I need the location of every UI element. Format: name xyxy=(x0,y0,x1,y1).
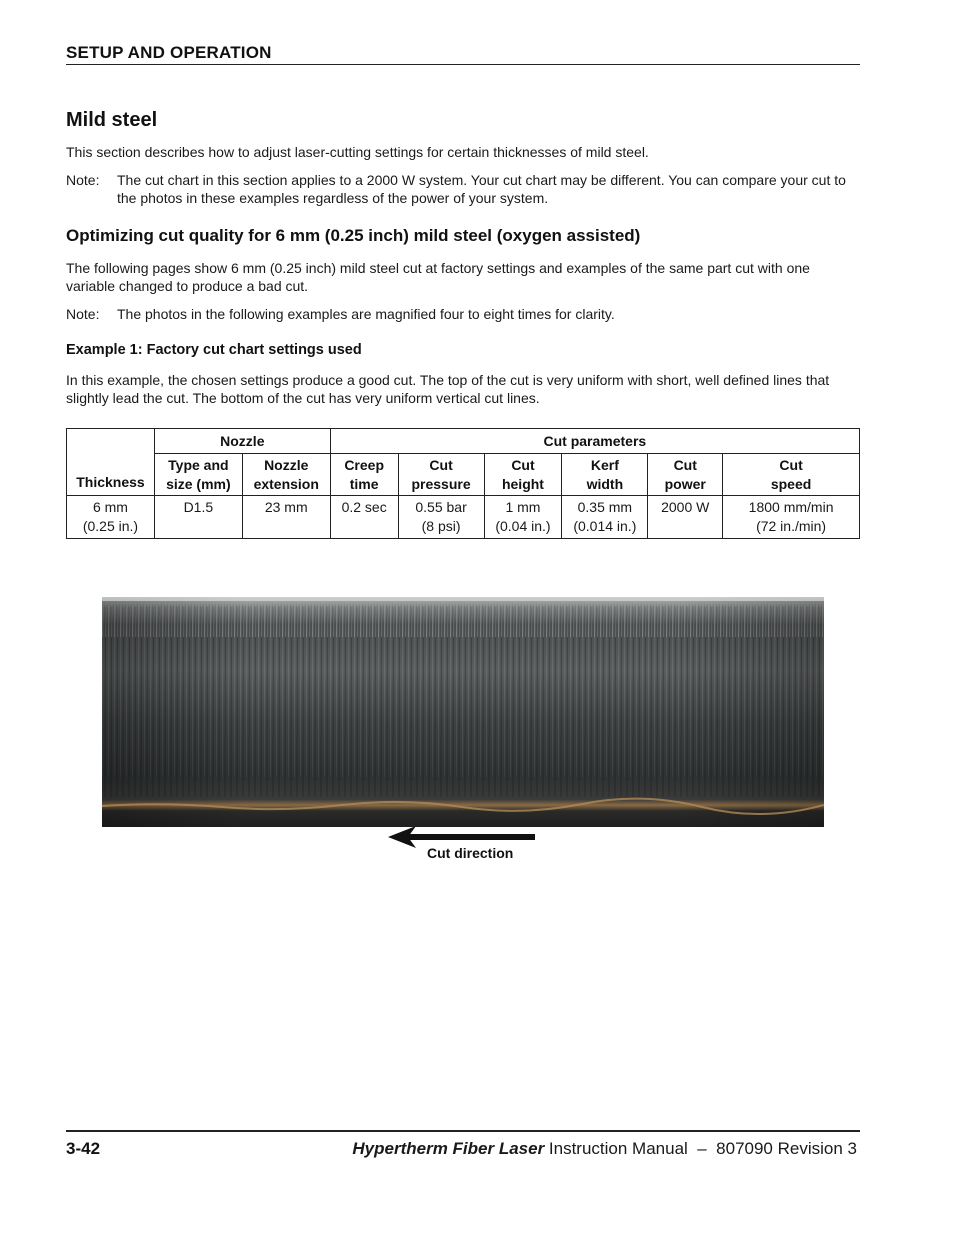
table-row xyxy=(67,496,860,539)
cell-pressure: 0.55 bar (8 psi) xyxy=(398,496,484,539)
header-thickness: Thickness xyxy=(67,429,155,496)
note-label: Note: xyxy=(66,172,100,188)
cell-speed: 1800 mm/min (72 in./min) xyxy=(723,496,860,539)
page-number: 3-42 xyxy=(66,1139,101,1158)
note-1 xyxy=(66,171,860,207)
note-text: The photos in the following examples are magnified four to eight times for clarity. xyxy=(117,306,615,322)
cell-creep: 0.2 sec xyxy=(330,496,398,539)
cut-direction-label: Cut direction xyxy=(427,845,514,861)
cut-chart-table xyxy=(66,428,860,539)
footer-document-title xyxy=(352,1139,857,1159)
header-group-cut-parameters: Cut parameters xyxy=(330,429,859,454)
footer-brand: Hypertherm Fiber Laser xyxy=(352,1139,545,1158)
cell-height: 1 mm (0.04 in.) xyxy=(484,496,562,539)
header-creep-time: Creep time xyxy=(330,454,398,496)
header-kerf-width: Kerf width xyxy=(562,454,648,496)
footer-doc-info: Instruction Manual – 807090 Revision 3 xyxy=(544,1139,857,1158)
footer-rule xyxy=(66,1130,860,1132)
header-cut-power: Cut power xyxy=(648,454,723,496)
cell-kerf: 0.35 mm (0.014 in.) xyxy=(562,496,648,539)
header-rule xyxy=(66,64,860,65)
header-cut-speed: Cut speed xyxy=(723,454,860,496)
description-paragraph: The following pages show 6 mm (0.25 inch) mild steel cut at factory settings and examples of the same part cut with one variable changed to produce a bad cut. xyxy=(66,260,810,294)
header-type-size: Type and size (mm) xyxy=(154,454,242,496)
header-nozzle-extension: Nozzle extension xyxy=(242,454,330,496)
note-label: Note: xyxy=(66,306,100,322)
note-2 xyxy=(66,305,860,323)
section-subtitle: Optimizing cut quality for 6 mm (0.25 inch) mild steel (oxygen assisted) xyxy=(66,226,641,245)
section-header: SETUP AND OPERATION xyxy=(66,43,272,62)
example-title: Example 1: Factory cut chart settings used xyxy=(66,342,362,358)
cut-edge-photo xyxy=(102,597,824,827)
note-text: The cut chart in this section applies to a 2000 W system. Your cut chart may be different. You can compare your cut to the photos in these examples regardless of the power of your system. xyxy=(117,172,846,206)
page-title: Mild steel xyxy=(66,109,158,131)
example-paragraph: In this example, the chosen settings produce a good cut. The top of the cut is very uniform with short, well defined lines that slightly lead the cut. The bottom of the cut has very uniform vertical cut lines. xyxy=(66,372,830,406)
cell-extension: 23 mm xyxy=(242,496,330,539)
header-group-nozzle: Nozzle xyxy=(154,429,330,454)
cell-type: D1.5 xyxy=(154,496,242,539)
cell-thickness: 6 mm (0.25 in.) xyxy=(67,496,155,539)
header-cut-pressure: Cut pressure xyxy=(398,454,484,496)
cell-power: 2000 W xyxy=(648,496,723,539)
intro-paragraph: This section describes how to adjust laser-cutting settings for certain thicknesses of mild steel. xyxy=(66,144,649,160)
header-cut-height: Cut height xyxy=(484,454,562,496)
